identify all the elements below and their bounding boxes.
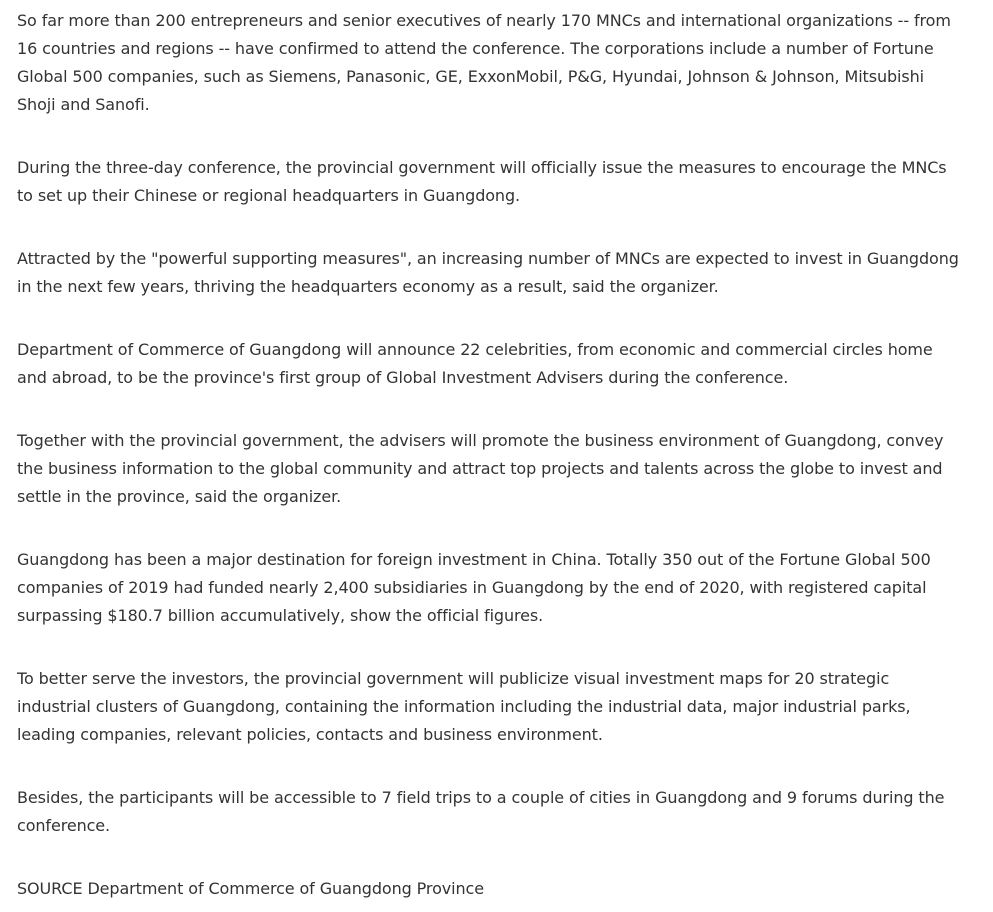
paragraph-field-trips: Besides, the participants will be accessible to 7 field trips to a couple of cities in Guangdong and 9 forums during the conference.: [17, 788, 945, 835]
paragraph-attendees: So far more than 200 entrepreneurs and senior executives of nearly 170 MNCs and international organizations -- from 16 countries and regions -- have confirmed to attend the conference. The corporations include a number of Fortune Global 500 companies, such as Siemens, Panasonic, GE, ExxonMobil, P&G, Hyundai, Johnson & Johnson, Mitsubishi Shoji and Sanofi.: [17, 11, 951, 114]
paragraph-investment-maps: To better serve the investors, the provincial government will publicize visual investment maps for 20 strategic industrial clusters of Guangdong, containing the information including the industrial data, major industrial parks, leading companies, relevant policies, contacts and business environment.: [17, 669, 911, 744]
paragraph-foreign-investment: Guangdong has been a major destination for foreign investment in China. Totally 350 out of the Fortune Global 500 companies of 2019 had funded nearly 2,400 subsidiaries in Guangdong by the end of 2020, with registered capital surpassing $180.7 billion accumulatively, show the official figures.: [17, 550, 931, 625]
paragraph-investment-outlook: Attracted by the "powerful supporting measures", an increasing number of MNCs are expected to invest in Guangdong in the next few years, thriving the headquarters economy as a result, said the organizer.: [17, 249, 959, 296]
source-line: SOURCE Department of Commerce of Guangdong Province: [17, 879, 484, 898]
paragraph-advisers-announcement: Department of Commerce of Guangdong will announce 22 celebrities, from economic and commercial circles home and abroad, to be the province's first group of Global Investment Advisers during the conference.: [17, 340, 933, 387]
paragraph-measures: During the three-day conference, the provincial government will officially issue the measures to encourage the MNCs to set up their Chinese or regional headquarters in Guangdong.: [17, 158, 947, 205]
paragraph-advisers-role: Together with the provincial government, the advisers will promote the business environment of Guangdong, convey the business information to the global community and attract top projects and talents across the globe to invest and settle in the province, said the organizer.: [17, 431, 944, 506]
